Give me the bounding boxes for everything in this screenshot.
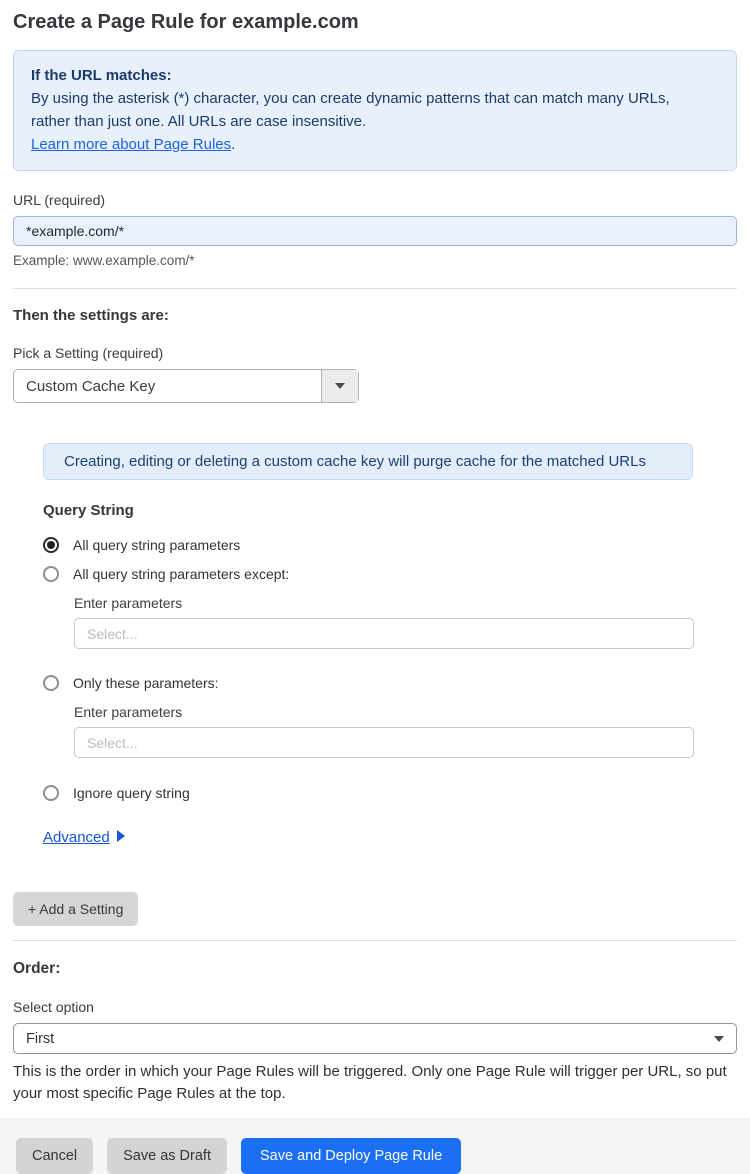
page-background-strip <box>0 1118 750 1130</box>
caret-down-icon <box>335 383 345 389</box>
advanced-link[interactable] <box>43 829 125 846</box>
cache-key-notice: Creating, editing or deleting a custom cache key will purge cache for the matched URLs <box>43 443 693 480</box>
enter-parameters-label: Enter parameters <box>74 704 183 720</box>
radio-option-ignore-query[interactable] <box>43 785 737 801</box>
order-heading: Order: <box>13 960 61 977</box>
radio-option-label: All query string parameters except: <box>73 566 290 582</box>
order-select-label: Select option <box>13 999 94 1015</box>
query-string-heading: Query String <box>43 502 134 519</box>
link-period: . <box>231 136 236 153</box>
radio-button-icon[interactable] <box>43 785 59 801</box>
info-box-body-line2: rather than just one. All URLs are case insensitive. <box>31 113 367 130</box>
divider <box>13 940 737 941</box>
only-parameters-input[interactable] <box>74 727 694 758</box>
enter-parameters-label: Enter parameters <box>74 595 183 611</box>
order-select-value: First <box>26 1030 55 1047</box>
radio-option-label: Only these parameters: <box>73 675 219 691</box>
radio-option-only-these[interactable] <box>43 675 737 691</box>
learn-more-link[interactable]: Learn more about Page Rules <box>31 136 232 153</box>
caret-down-icon <box>714 1036 724 1042</box>
radio-button-icon[interactable] <box>43 566 59 582</box>
except-parameters-input[interactable] <box>74 618 694 649</box>
divider <box>13 288 737 289</box>
radio-option-label: Ignore query string <box>73 785 190 801</box>
add-setting-button[interactable]: + Add a Setting <box>13 892 138 926</box>
info-box-link-line <box>31 133 719 156</box>
info-box-body-line1: By using the asterisk (*) character, you can create dynamic patterns that can match many URLs, <box>31 90 670 107</box>
url-field-label: URL (required) <box>13 192 106 208</box>
radio-option-all-params[interactable] <box>43 537 737 553</box>
page-title: Create a Page Rule for example.com <box>13 11 359 33</box>
info-box-heading: If the URL matches: <box>31 67 172 84</box>
setting-select-caret-button[interactable] <box>321 370 358 402</box>
radio-option-all-except[interactable] <box>43 566 737 582</box>
settings-section-heading: Then the settings are: <box>13 307 169 324</box>
footer-actions <box>13 1138 737 1174</box>
radio-option-label: All query string parameters <box>73 537 241 553</box>
save-as-draft-button[interactable]: Save as Draft <box>107 1138 227 1174</box>
radio-button-icon[interactable] <box>43 537 59 553</box>
url-example-text: Example: www.example.com/* <box>13 253 195 268</box>
url-match-info-box <box>13 50 737 171</box>
save-and-deploy-button[interactable]: Save and Deploy Page Rule <box>241 1138 461 1174</box>
advanced-link-label: Advanced <box>43 829 110 846</box>
pick-setting-label: Pick a Setting (required) <box>13 345 164 361</box>
order-select-dropdown[interactable] <box>13 1023 737 1054</box>
radio-button-icon[interactable] <box>43 675 59 691</box>
setting-select-value: Custom Cache Key <box>26 377 156 395</box>
cancel-button[interactable]: Cancel <box>16 1138 93 1174</box>
setting-select-dropdown[interactable] <box>13 369 359 403</box>
caret-right-icon <box>117 830 125 842</box>
url-input[interactable] <box>13 216 737 246</box>
order-help-text: This is the order in which your Page Rules will be triggered. Only one Page Rule will trigger per URL, so put your most specific Page Rules at the top. <box>13 1063 727 1102</box>
